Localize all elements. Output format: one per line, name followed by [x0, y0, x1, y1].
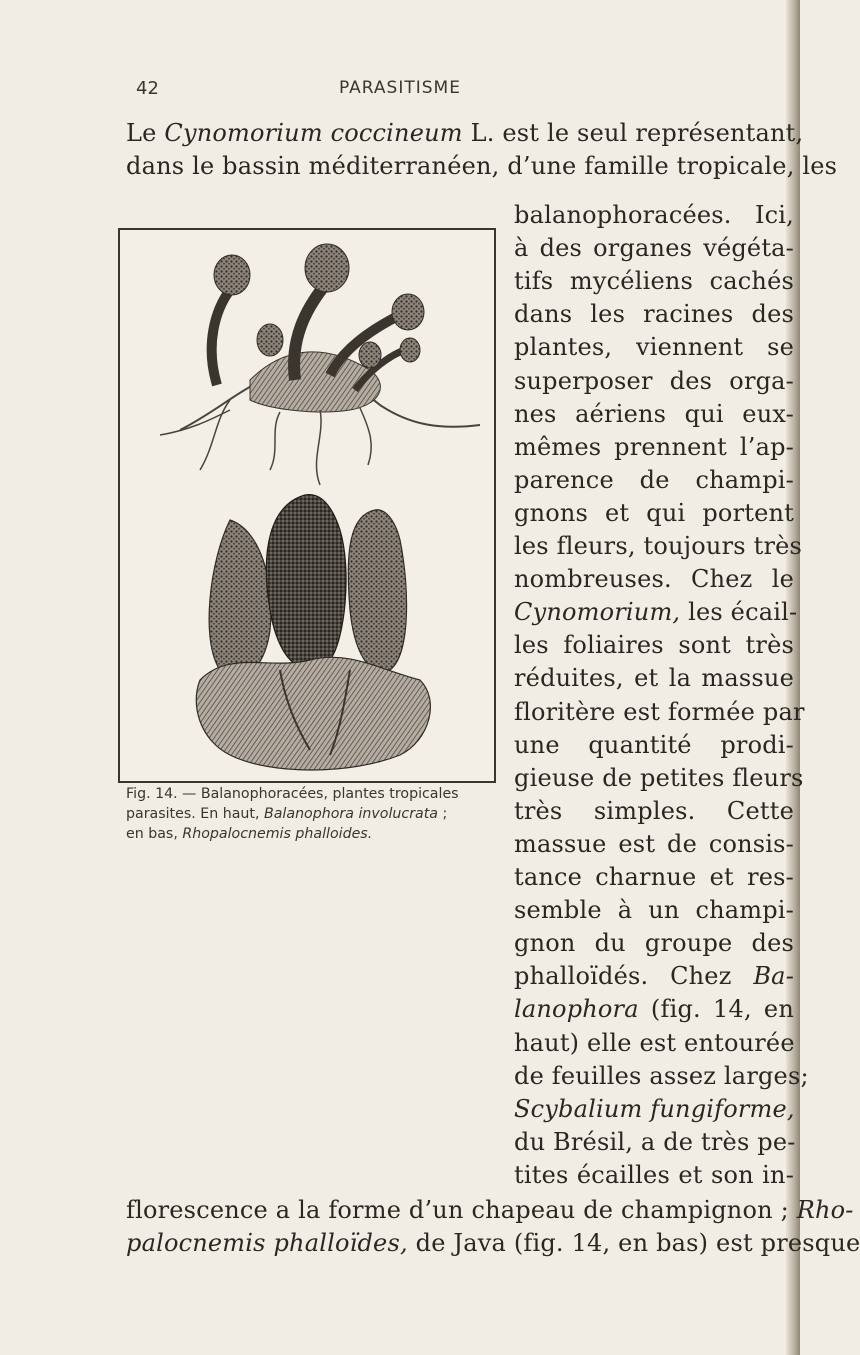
text-segment: de feuilles assez larges;	[514, 1061, 809, 1090]
text-line	[514, 597, 798, 627]
text-line	[514, 432, 794, 462]
text-line	[514, 796, 794, 826]
text-segment: Ba-	[753, 962, 794, 991]
text-segment: phalloïdés. Chez	[514, 962, 754, 991]
text-line	[514, 829, 794, 859]
text-segment: semble à un champi-	[514, 896, 794, 925]
text-segment: gnon du groupe des	[514, 929, 794, 958]
text-segment: les écail-	[680, 598, 798, 627]
caption-line	[126, 804, 506, 824]
text-segment: superposer des orga-	[514, 366, 794, 395]
text-line	[126, 1195, 854, 1225]
text-line	[514, 697, 805, 727]
text-segment: les foliaires sont très	[514, 631, 794, 660]
text-line	[514, 1094, 794, 1124]
text-line	[514, 961, 794, 991]
text-line	[514, 399, 794, 429]
text-segment: tifs mycéliens cachés	[514, 267, 794, 296]
text-segment: gieuse de petites fleurs	[514, 763, 804, 792]
text-segment: Cynomorium coccineum	[164, 119, 463, 147]
balanophora-involucrata-drawing	[160, 244, 480, 485]
figure-caption	[126, 784, 506, 844]
text-segment: massue est de consis-	[514, 829, 794, 858]
text-segment: nombreuses. Chez le	[514, 565, 794, 594]
text-line	[514, 1028, 794, 1058]
text-segment: en bas,	[126, 826, 183, 842]
text-line	[514, 332, 794, 362]
text-segment: tites écailles et son in-	[514, 1160, 794, 1189]
text-line	[514, 498, 794, 528]
text-segment: Cynomorium,	[514, 598, 681, 627]
caption-line	[126, 784, 506, 804]
text-line	[514, 200, 794, 230]
text-line	[514, 266, 794, 296]
page-number: 42	[136, 78, 159, 99]
rhopalocnemis-phalloides-drawing	[196, 495, 430, 770]
text-line	[514, 895, 794, 925]
text-segment: haut) elle est entourée	[514, 1028, 795, 1057]
text-line	[514, 730, 794, 760]
text-line	[514, 366, 794, 396]
page-header	[0, 78, 800, 108]
text-segment: palocnemis phalloïdes,	[126, 1229, 408, 1257]
text-line	[514, 663, 794, 693]
text-segment: lanophora	[514, 995, 639, 1024]
text-segment: mêmes prennent l’ap-	[514, 432, 794, 461]
running-title: PARASITISME	[339, 78, 461, 98]
text-line	[514, 1127, 794, 1157]
text-segment: les fleurs, toujours très	[514, 532, 803, 560]
text-segment: plantes, viennent se	[514, 333, 794, 362]
text-line	[514, 862, 794, 892]
text-line	[514, 1061, 809, 1091]
text-line	[514, 763, 804, 793]
text-segment: de Java (fig. 14, en bas) est presque	[407, 1229, 860, 1257]
text-segment: à des organes végéta-	[514, 234, 794, 263]
text-segment: une quantité prodi-	[514, 730, 794, 759]
text-segment: (fig. 14, en	[638, 995, 794, 1024]
text-segment: réduites, et la massue	[514, 664, 794, 693]
text-line	[126, 1228, 860, 1258]
text-segment: du Brésil, a de très pe-	[514, 1127, 796, 1156]
text-segment: dans le bassin méditerranéen, d’une famille tropicale, les	[126, 152, 838, 180]
balanophoraceae-illustration	[120, 230, 494, 781]
text-segment: Le	[126, 119, 165, 147]
text-line	[126, 118, 804, 148]
text-line	[514, 928, 794, 958]
text-segment: florescence a la forme d’un chapeau de champignon ;	[126, 1196, 797, 1224]
text-segment: très simples. Cette	[514, 796, 794, 825]
text-line	[514, 1160, 794, 1190]
figure-14-plate	[118, 228, 496, 783]
text-line	[514, 630, 794, 660]
text-segment: Scybalium fungiforme,	[514, 1094, 795, 1123]
text-segment: L. est le seul représentant,	[462, 119, 804, 147]
text-segment: gnons et qui portent	[514, 498, 794, 527]
text-segment: dans les racines des	[514, 300, 794, 329]
text-segment: Rhopalocnemis phalloides.	[182, 826, 373, 842]
text-line	[514, 994, 794, 1024]
text-segment: Fig. 14. — Balanophoracées, plantes tropicales	[126, 786, 459, 802]
text-segment: ;	[437, 806, 448, 822]
text-line	[514, 465, 794, 495]
text-line	[514, 564, 794, 594]
text-segment: floritère est formée par	[514, 697, 805, 726]
text-segment: parasites. En haut,	[126, 806, 264, 822]
caption-line	[126, 824, 506, 844]
text-segment: nes aériens qui eux-	[514, 399, 794, 428]
text-segment: balanophoracées. Ici,	[514, 201, 794, 229]
text-segment: tance charnue et res-	[514, 863, 794, 891]
text-line	[126, 151, 838, 181]
text-segment: Balanophora involucrata	[264, 806, 438, 822]
text-line	[514, 531, 803, 561]
text-line	[514, 299, 794, 329]
text-segment: parence de champi-	[514, 465, 794, 494]
text-line	[514, 233, 794, 263]
text-segment: Rho-	[796, 1196, 854, 1224]
